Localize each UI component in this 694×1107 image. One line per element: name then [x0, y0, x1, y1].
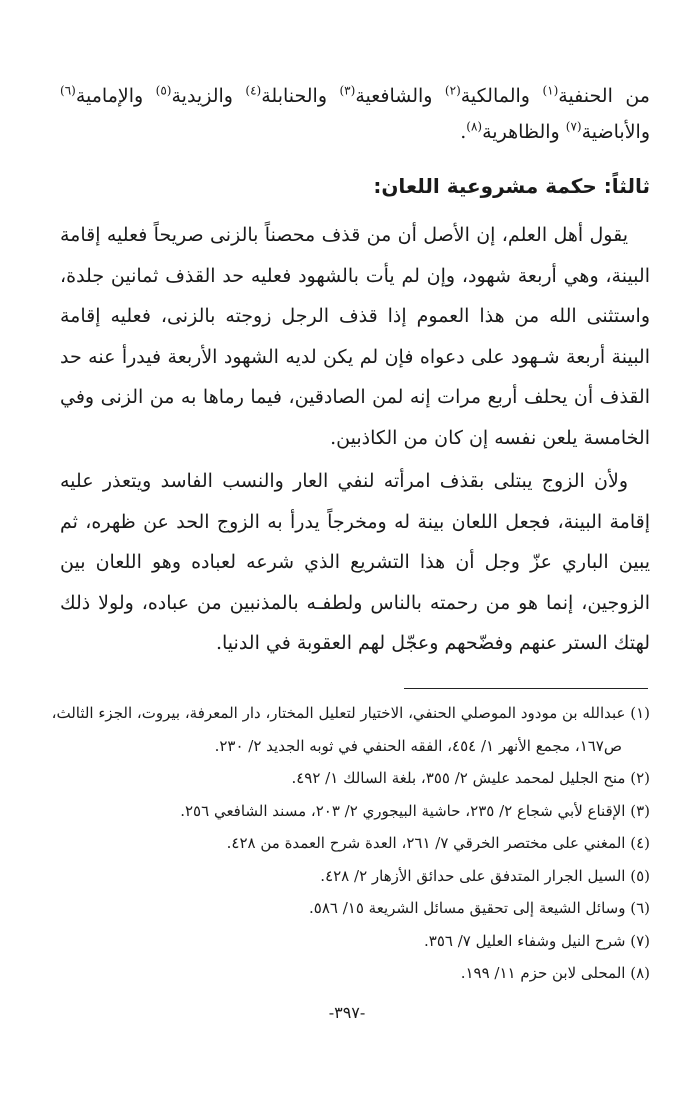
footnote-ref-2[interactable]: (٢) — [444, 83, 461, 98]
footnote-3: (٣) الإقناع لأبي شجاع ٢/ ٢٣٥، حاشية البيجوري ٢/ ٢٠٣، مسند الشافعي ٢٥٦. — [180, 801, 650, 820]
intro-text-7: والأباضية — [581, 121, 650, 143]
intro-text-8: والظاهرية — [482, 121, 566, 143]
page-number: -٣٩٧- — [328, 1003, 366, 1022]
intro-text-6: والإمامية — [75, 85, 156, 107]
footnote-7: (٧) شرح النيل وشفاء العليل ٧/ ٣٥٦. — [424, 931, 650, 950]
intro-text-5: والزيدية — [171, 85, 246, 107]
intro-text-2: والمالكية — [460, 85, 543, 107]
footnote-divider — [404, 688, 648, 689]
footnote-ref-8[interactable]: (٨) — [466, 119, 483, 134]
footnote-1: (١) عبدالله بن مودود الموصلي الحنفي، الاختيار لتعليل المختار، دار المعرفة، بيروت، الجزء الثالث، — [51, 704, 650, 722]
footnote-ref-4[interactable]: (٤) — [245, 83, 262, 98]
intro-text-3: والشافعية — [355, 85, 445, 107]
intro-sentence — [60, 78, 650, 150]
footnote-ref-6[interactable]: (٦) — [60, 83, 76, 98]
footnote-5: (٥) السيل الجرار المتدفق على حدائق الأزهار ٢/ ٤٢٨. — [320, 866, 650, 885]
footnote-ref-1[interactable]: (١) — [542, 83, 559, 98]
body-paragraph-2: ولأن الزوج يبتلى بقذف امرأته لنفي العار والنسب الفاسد ويتعذر عليه إقامة البينة، فجعل اللعان بينة له ومخرجاً يدرأ به الزوج الحد عن ظهره، ثم يبين الباري عزّ وجل أن هذا التشريع الذي شرعه لعباده وهو اللعان بين الزوجين، إنما هو من رحمته بالناس ولطفـه بالمذنبين من عباده، ولولا ذلك لهتك الستر عنهم وفضّحهم وعجّل لهم العقوبة في الدنيا. — [60, 470, 650, 654]
footnote-ref-5[interactable]: (٥) — [155, 83, 172, 98]
intro-text-1: من الحنفية — [558, 85, 650, 107]
section-heading: ثالثاً: حكمة مشروعية اللعان: — [373, 174, 650, 198]
footnote-2: (٢) منح الجليل لمحمد عليش ٢/ ٣٥٥، بلغة السالك ١/ ٤٩٢. — [291, 769, 650, 787]
intro-text-4: والحنابلة — [261, 85, 340, 107]
footnotes-list — [50, 697, 650, 990]
footnote-6: (٦) وسائل الشيعة إلى تحقيق مسائل الشريعة ١٥/ ٥٨٦. — [309, 899, 650, 917]
footnote-ref-3[interactable]: (٣) — [339, 83, 356, 98]
footnote-8: (٨) المحلى لابن حزم ١١/ ١٩٩. — [460, 964, 650, 982]
footnote-1-continued: ص١٦٧، مجمع الأنهر ١/ ٤٥٤، الفقه الحنفي في ثوبه الجديد ٢/ ٢٣٠. — [214, 736, 622, 755]
intro-end: . — [460, 121, 467, 143]
footnote-ref-7[interactable]: (٧) — [565, 119, 582, 134]
body-paragraph-1: يقول أهل العلم، إن الأصل أن من قذف محصناً بالزنى صريحاً فعليه إقامة البينة، وهي أربعة شهود، وإن لم يأت بالشهود فعليه حد القذف ثمانين جلدة، واستثنى الله من هذا العموم إذا قذف الرجل زوجته بالزنى، فعليه إقامة البينة أربعة شـهود على دعواه فإن لم يكن لديه الشهود الأربعة فيدرأ عنه حد القذف أن يحلف أربع مرات إنه لمن الصادقين، فيما رماها به من الزنى وفي الخامسة يلعن نفسه إن كان من الكاذبين. — [60, 224, 650, 449]
footnote-4: (٤) المغني على مختصر الخرقي ٧/ ٢٦١، العدة شرح العمدة من ٤٢٨. — [226, 834, 650, 852]
